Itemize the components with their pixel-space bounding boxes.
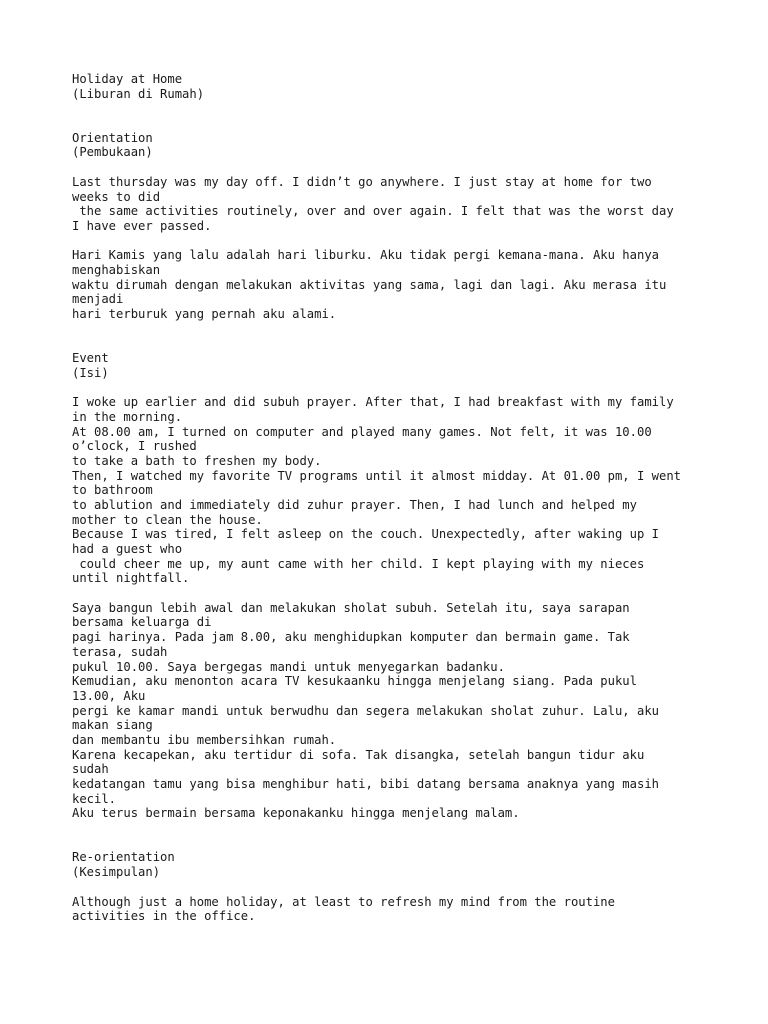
paragraph-line: the same activities routinely, over and over again. I felt that was the worst day [72,204,674,219]
paragraph-line: pukul 10.00. Saya bergegas mandi untuk menyegarkan badanku. [72,659,505,674]
paragraph-line: sudah [72,762,109,777]
paragraph-line: menghabiskan [72,262,161,277]
event-paragraph-indonesian [72,601,732,821]
paragraph-line: Karena kecapekan, aku tertidur di sofa. Tak disangka, setelah bangun tidur aku [72,747,645,762]
paragraph-line: I woke up earlier and did subuh prayer. After that, I had breakfast with my family [72,395,674,410]
reorientation-paragraph-english [72,895,732,924]
paragraph-line: waktu dirumah dengan melakukan aktivitas yang sama, lagi dan lagi. Aku merasa itu [72,277,667,292]
orientation-paragraph-indonesian [72,248,732,321]
paragraph-line: Then, I watched my favorite TV programs until it almost midday. At 01.00 pm, I went [72,468,682,483]
paragraph-line: Because I was tired, I felt asleep on the couch. Unexpectedly, after waking up I [72,527,659,542]
paragraph-line: makan siang [72,718,153,733]
orientation-paragraph-english [72,175,732,234]
title-english: Holiday at Home [72,72,183,86]
paragraph-line: could cheer me up, my aunt came with her child. I kept playing with my nieces [72,556,645,571]
reorientation-section [72,850,732,923]
title-block [72,72,732,101]
paragraph-line: Kemudian, aku menonton acara TV kesukaanku hingga menjelang siang. Pada pukul [72,674,637,689]
paragraph-line: At 08.00 am, I turned on computer and played many games. Not felt, it was 10.00 [72,424,652,439]
orientation-heading: Orientation [72,130,153,145]
paragraph-line: 13.00, Aku [72,688,146,703]
paragraph-line: o’clock, I rushed [72,439,197,454]
paragraph-line: Aku terus bermain bersama keponakanku hingga menjelang malam. [72,806,520,821]
paragraph-line: kecil. [72,791,117,806]
paragraph-line: hari terburuk yang pernah aku alami. [72,307,337,322]
reorientation-heading: Re-orientation [72,850,175,865]
paragraph-line: weeks to did [72,189,161,204]
document-page [72,72,732,924]
paragraph-line: activities in the office. [72,909,256,924]
paragraph-line: dan membantu ibu membersihkan rumah. [72,732,337,747]
paragraph-line: terasa, sudah [72,644,168,659]
paragraph-line: menjadi [72,292,124,307]
paragraph-line: Hari Kamis yang lalu adalah hari liburku. Aku tidak pergi kemana-mana. Aku hanya [72,248,659,263]
paragraph-line: I have ever passed. [72,218,212,233]
paragraph-line: mother to clean the house. [72,512,263,527]
title-indonesian: (Liburan di Rumah) [72,86,205,101]
paragraph-line: Although just a home holiday, at least to refresh my mind from the routine [72,894,615,909]
paragraph-line: Saya bangun lebih awal dan melakukan sholat subuh. Setelah itu, saya sarapan [72,600,630,615]
paragraph-line: to take a bath to freshen my body. [72,453,322,468]
paragraph-line: Last thursday was my day off. I didn’t go anywhere. I just stay at home for two [72,174,652,189]
paragraph-line: to bathroom [72,483,153,498]
paragraph-line: in the morning. [72,409,183,424]
event-section [72,351,732,821]
paragraph-line: pagi harinya. Pada jam 8.00, aku menghidupkan komputer dan bermain game. Tak [72,630,630,645]
paragraph-line: kedatangan tamu yang bisa menghibur hati, bibi datang bersama anaknya yang masih [72,777,659,792]
orientation-heading-indonesian: (Pembukaan) [72,145,153,160]
paragraph-line: to ablution and immediately did zuhur prayer. Then, I had lunch and helped my [72,497,637,512]
paragraph-line: bersama keluarga di [72,615,212,630]
event-paragraph-english [72,395,732,586]
paragraph-line: until nightfall. [72,571,190,586]
reorientation-heading-indonesian: (Kesimpulan) [72,865,161,880]
paragraph-line: had a guest who [72,542,183,557]
event-heading-indonesian: (Isi) [72,365,109,380]
orientation-section [72,131,732,322]
event-heading: Event [72,351,109,366]
paragraph-line: pergi ke kamar mandi untuk berwudhu dan segera melakukan sholat zuhur. Lalu, aku [72,703,659,718]
